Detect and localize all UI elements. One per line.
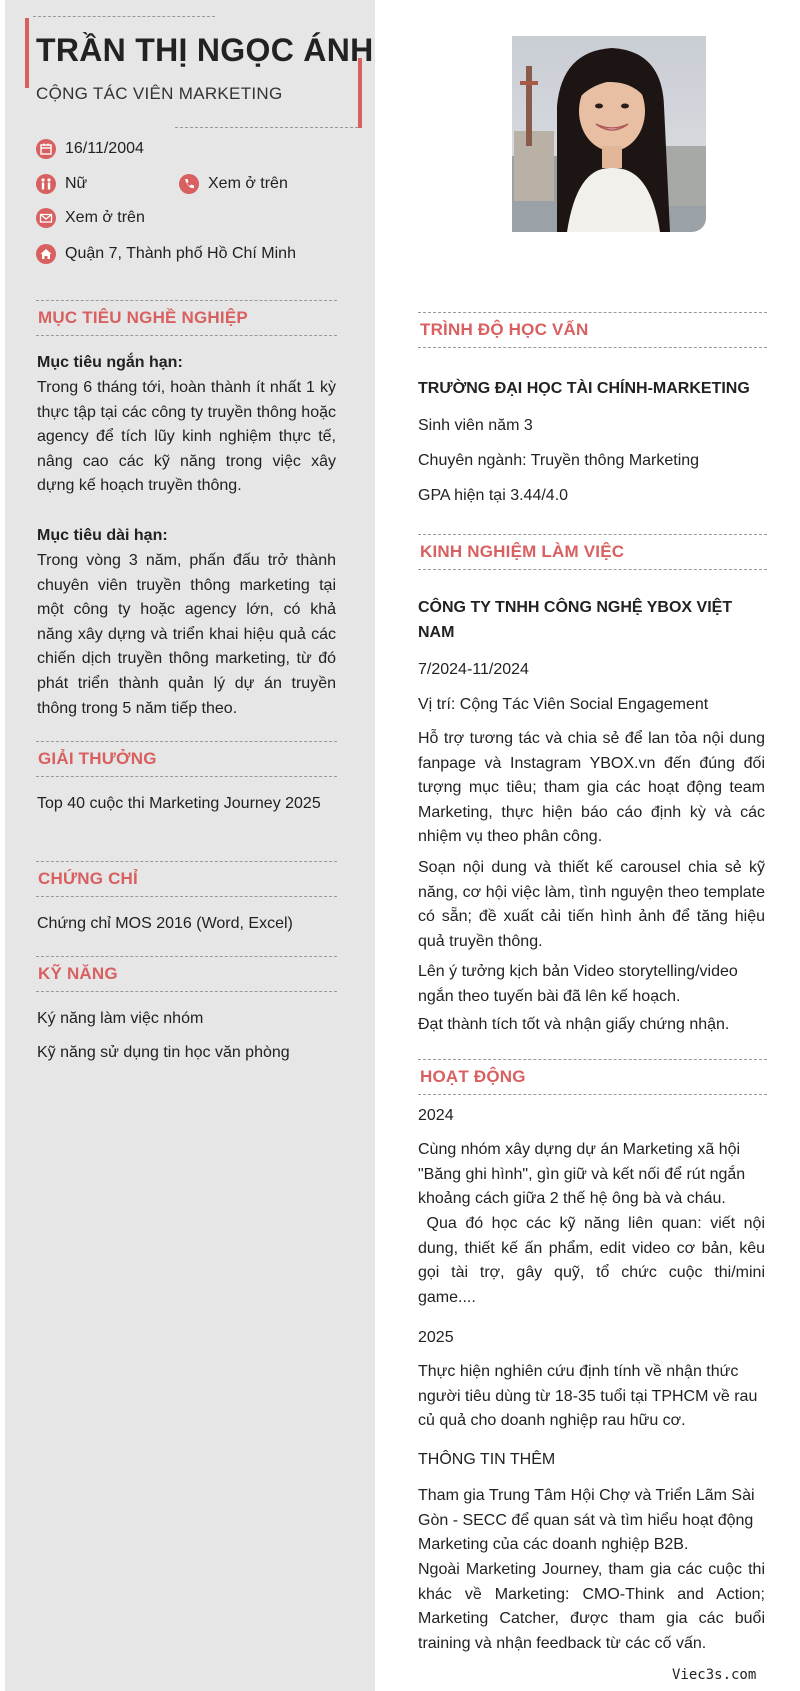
major: Chuyên ngành: Truyền thông Marketing (418, 452, 700, 469)
gender-value: Nữ (65, 175, 88, 192)
portrait-image (512, 36, 706, 232)
activity-text: Qua đó học các kỹ năng liên quan: viết nội dung, thiết kế ấn phẩm, edit video cơ bản, kêu gọi tài trợ, gây quỹ, tổ chức cuộc thi/mini game.... (418, 1215, 770, 1306)
birthday-value: 16/11/2004 (65, 140, 144, 157)
email-value: Xem ở trên (65, 209, 145, 226)
work-period: 7/2024-11/2024 (418, 661, 529, 678)
school-name: TRƯỜNG ĐẠI HỌC TÀI CHÍNH-MARKETING (418, 380, 750, 397)
birthday-row (36, 139, 144, 159)
study-year: Sinh viên năm 3 (418, 417, 533, 434)
skill-item: Ký năng làm việc nhóm (37, 1010, 204, 1027)
activity-text: Cùng nhóm xây dựng dự án Marketing xã hội "Băng ghi hình", gìn giữ và kết nối để rút ngắn khoảng cách giữa 2 thế hệ ông bà và cháu. (418, 1141, 746, 1208)
phone-icon (179, 174, 199, 194)
site-watermark: Viec3s.com (672, 1667, 757, 1683)
duty-item: Soạn nội dung và thiết kế carousel chia sẻ kỹ năng, cơ hội việc làm, tình nguyện theo template có sẵn; đề xuất cải tiến hình ảnh để tăng hiệu quả truyền thông. (418, 859, 765, 950)
frame-bottom-line (175, 127, 358, 128)
extra-info-text: Tham gia Trung Tâm Hội Chợ và Triển Lãm Sài Gòn - SECC để quan sát và tìm hiểu hoạt động Marketing của các doanh nghiệp B2B. (418, 1487, 755, 1554)
award-text: Top 40 cuộc thi Marketing Journey 2025 (37, 795, 321, 812)
awards-heading: GIẢI THƯỞNG (36, 741, 337, 777)
frame-left-bar (25, 18, 29, 88)
extra-info-heading: THÔNG TIN THÊM (418, 1451, 556, 1468)
activity-year: 2024 (418, 1107, 454, 1124)
activity-year: 2025 (418, 1329, 454, 1346)
gender-icon (36, 174, 56, 194)
gender-row (36, 174, 87, 194)
objective-heading: MỤC TIÊU NGHỀ NGHIỆP (36, 300, 337, 336)
email-row (36, 208, 145, 228)
candidate-name: TRẦN THỊ NGỌC ÁNH (36, 32, 374, 68)
phone-row (179, 174, 288, 194)
profile-photo (512, 36, 706, 232)
activities-heading: HOẠT ĐỘNG (418, 1059, 767, 1095)
activity-text: Thực hiện nghiên cứu định tính về nhận thức người tiêu dùng từ 18-35 tuổi tại TPHCM về rau củ quả cho doanh nghiệp rau hữu cơ. (418, 1363, 758, 1430)
duty-item: Đạt thành tích tốt và nhận giấy chứng nhận. (418, 1016, 730, 1033)
certificates-heading: CHỨNG CHỈ (36, 861, 337, 897)
frame-top-line (33, 16, 215, 17)
experience-heading: KINH NGHIỆM LÀM VIỆC (418, 534, 767, 570)
short-term-text: Trong 6 tháng tới, hoàn thành ít nhất 1 kỳ thực tập tại các công ty truyền thông hoặc agency để tích lũy kinh nghiệm thực tế, nâng cao các kỹ năng trong việc xây dựng kế hoạch truyền thông. (37, 379, 336, 495)
work-position: Vị trí: Cộng Tác Viên Social Engagement (418, 696, 709, 713)
candidate-title: CỘNG TÁC VIÊN MARKETING (36, 84, 283, 103)
home-icon (36, 244, 56, 264)
gpa: GPA hiện tại 3.44/4.0 (418, 487, 569, 504)
duty-item: Lên ý tưởng kịch bản Video storytelling/video ngắn theo tuyến bài đã lên kế hoạch. (418, 963, 738, 1005)
long-term-label: Mục tiêu dài hạn: (37, 527, 168, 544)
certificate-text: Chứng chỉ MOS 2016 (Word, Excel) (37, 915, 293, 932)
address-row (36, 244, 296, 264)
calendar-icon (36, 139, 56, 159)
company-name: CÔNG TY TNHH CÔNG NGHỆ YBOX VIỆT NAM (418, 599, 733, 641)
long-term-text: Trong vòng 3 năm, phấn đấu trở thành chuyên viên truyền thông marketing tại một công ty hoặc agency lớn, có khả năng xây dựng và triển khai hiệu quả các chiến dịch truyền thông marketing, từ đó phát triển thành quản lý dự án truyền thông trong 5 năm tiếp theo. (37, 552, 336, 717)
phone-value: Xem ở trên (208, 175, 288, 192)
address-value: Quận 7, Thành phố Hồ Chí Minh (65, 245, 296, 262)
skill-item: Kỹ năng sử dụng tin học văn phòng (37, 1044, 290, 1061)
education-heading: TRÌNH ĐỘ HỌC VẤN (418, 312, 767, 348)
duty-item: Hỗ trợ tương tác và chia sẻ để lan tỏa nội dung fanpage và Instagram YBOX.vn đến đúng đối tượng mục tiêu; tham gia các hoạt động team Marketing, thực hiện báo cáo định kỳ và các nhiệm vụ theo phân công. (418, 730, 765, 846)
short-term-label: Mục tiêu ngắn hạn: (37, 354, 183, 371)
extra-info-text: Ngoài Marketing Journey, tham gia các cuộc thi khác về Marketing: CMO-Think and Action; Marketing Catcher, được tham gia các buổi training và nhận feedback từ các cố vấn. (418, 1561, 765, 1652)
skills-heading: KỸ NĂNG (36, 956, 337, 992)
email-icon (36, 208, 56, 228)
